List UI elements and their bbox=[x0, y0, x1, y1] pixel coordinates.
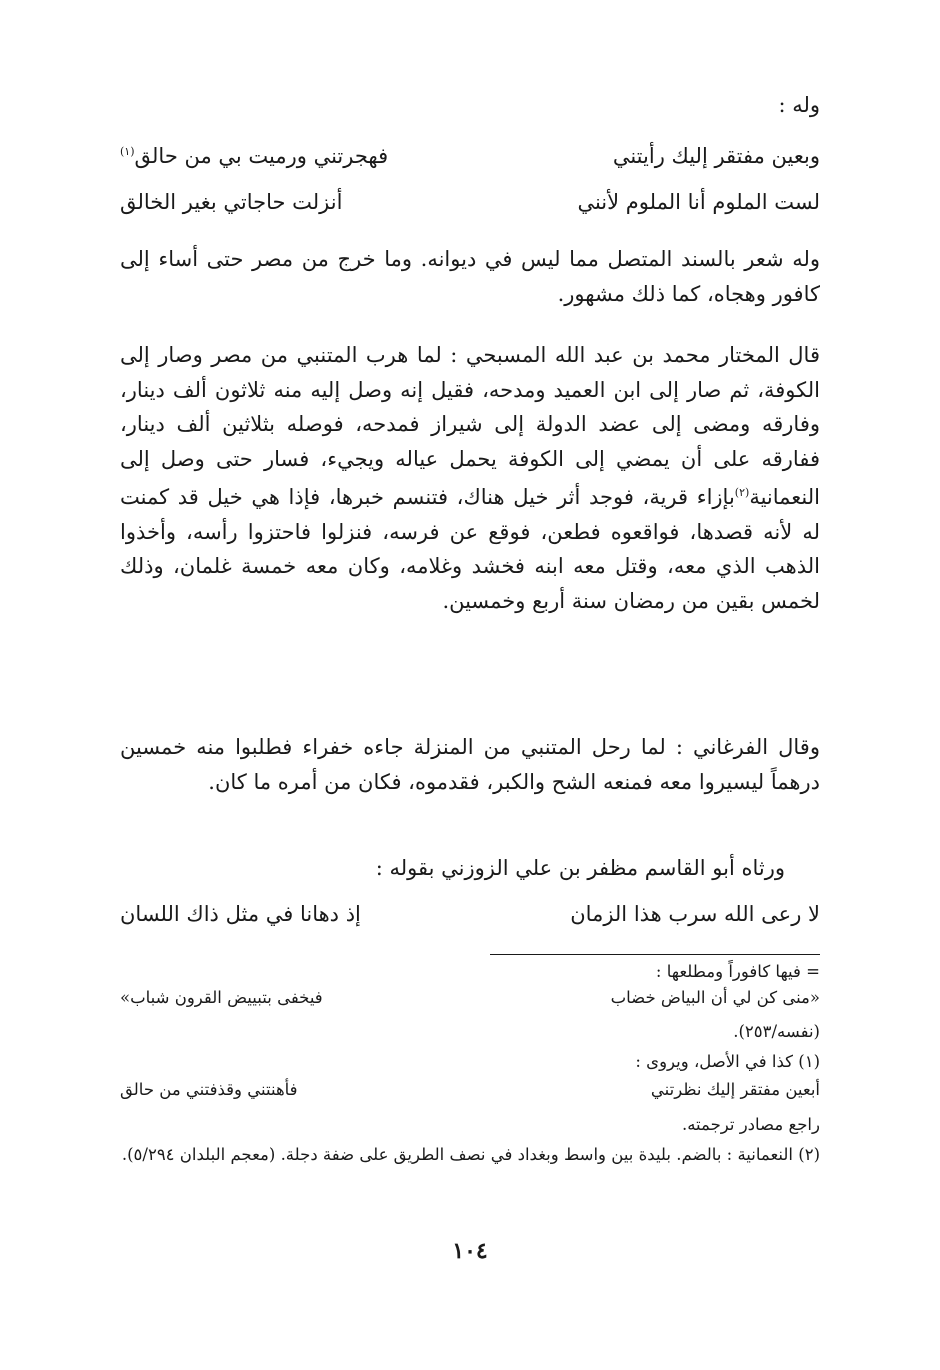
footnote-verse-1 bbox=[120, 988, 820, 1016]
footnote-verse-1-first: «منى كن لي أن البياض خضاب bbox=[610, 988, 820, 1007]
footnote-ref-2[interactable]: (٢) bbox=[734, 486, 750, 499]
intro-label: وله : bbox=[778, 93, 820, 117]
footnote-1-text: كذا في الأصل، ويروى : bbox=[635, 1052, 793, 1071]
footnote-1-label: (١) bbox=[798, 1052, 820, 1071]
footnote-verse-1-reference: (نفسه/٢٥٣). bbox=[733, 1022, 820, 1041]
paragraph-musabbihi bbox=[120, 338, 820, 618]
footnote-verse-2-first: أبعين مفتقر إليك نظرتني bbox=[650, 1080, 820, 1099]
verse-2-second-hemistich: أنزلت حاجاتي بغير الخالق bbox=[120, 190, 343, 214]
verse-2-first-hemistich: لست الملوم أنا الملوم لأنني bbox=[577, 190, 820, 214]
footnote-verse-1-second: فيخفى بتبييض القرون شباب» bbox=[120, 988, 323, 1007]
verse-3-second-hemistich: إذ دهانا في مثل ذاك اللسان bbox=[120, 902, 361, 926]
footnote-verse-2-second: فأهنتني وقذفتني من حالق bbox=[120, 1080, 298, 1099]
verse-1-second-hemistich-text: فهجرتني ورميت بي من حالق bbox=[134, 144, 389, 168]
paragraph-musabbihi-part-a: قال المختار محمد بن عبد الله المسبحي : لما هرب المتنبي من مصر وصار إلى الكوفة، ثم صار إلى ابن العميد ومدحه، فقيل إنه وصل إليه منه ثلاثون ألف دينار، وفارقه ومضى إلى عضد الدولة إلى شيراز فمدحه، فوصله بثلاثين ألف دينار، ففارقه على أن يمضي إلى الكوفة يحمل عياله ويجيء، فسار حتى وصل إلى النعمانية bbox=[120, 343, 820, 509]
footnote-verse-2 bbox=[120, 1080, 820, 1108]
footnote-continuation: = فيها كافوراً ومطلعها : bbox=[655, 962, 820, 981]
footnote-2-label: (٢) bbox=[798, 1145, 820, 1164]
paragraph-farghani: وقال الفرغاني : لما رحل المتنبي من المنزلة جاءه خفراء فطلبوا منه خمسين درهماً ليسيروا معه فمنعه الشح والكبر، فقدموه، فكان من أمره ما كان. bbox=[120, 735, 820, 794]
footnote-2 bbox=[120, 1141, 820, 1168]
verse-2 bbox=[120, 190, 820, 224]
page-number: ١٠٤ bbox=[452, 1238, 488, 1264]
paragraph-diwan: وله شعر بالسند المتصل مما ليس في ديوانه. وما خرج من مصر حتى أساء إلى كافور وهجاه، كما ذلك مشهور. bbox=[120, 247, 820, 306]
footnote-2-text: النعمانية : بالضم. بليدة بين واسط وبغداد في نصف الطريق على ضفة دجلة. (معجم البلدان ٥/٢٩٤). bbox=[121, 1145, 793, 1164]
footnote-1-reference: راجع مصادر ترجمته. bbox=[681, 1115, 820, 1134]
verse-1 bbox=[120, 144, 820, 178]
paragraph-elegy-intro: ورثاه أبو القاسم مظفر بن علي الزوزني بقوله : bbox=[375, 856, 785, 880]
footnote-ref-1[interactable]: (١) bbox=[120, 145, 135, 158]
verse-1-first-hemistich: وبعين مفتقر إليك رأيتني bbox=[612, 144, 820, 168]
verse-3 bbox=[120, 902, 820, 936]
paragraph-musabbihi-part-b: بإزاء قرية، فوجد أثر خيل هناك، فتنسم خبرها، فإذا هي خيل قد كمنت له لأنه قصدها، فواقعوه فطعن، فوقع عن فرسه، فنزلوا فاحتزوا رأسه، وأخذوا الذهب الذي معه، وقتل معه ابنه فخشد وغلامه، وكان معه خمسة غلمان، وذلك لخمس بقين من رمضان سنة أربع وخمسين. bbox=[120, 485, 820, 613]
footnote-1 bbox=[120, 1048, 820, 1075]
footnote-separator bbox=[490, 954, 820, 955]
verse-1-second-hemistich bbox=[120, 144, 388, 168]
verse-3-first-hemistich: لا رعى الله سرب هذا الزمان bbox=[570, 902, 820, 926]
